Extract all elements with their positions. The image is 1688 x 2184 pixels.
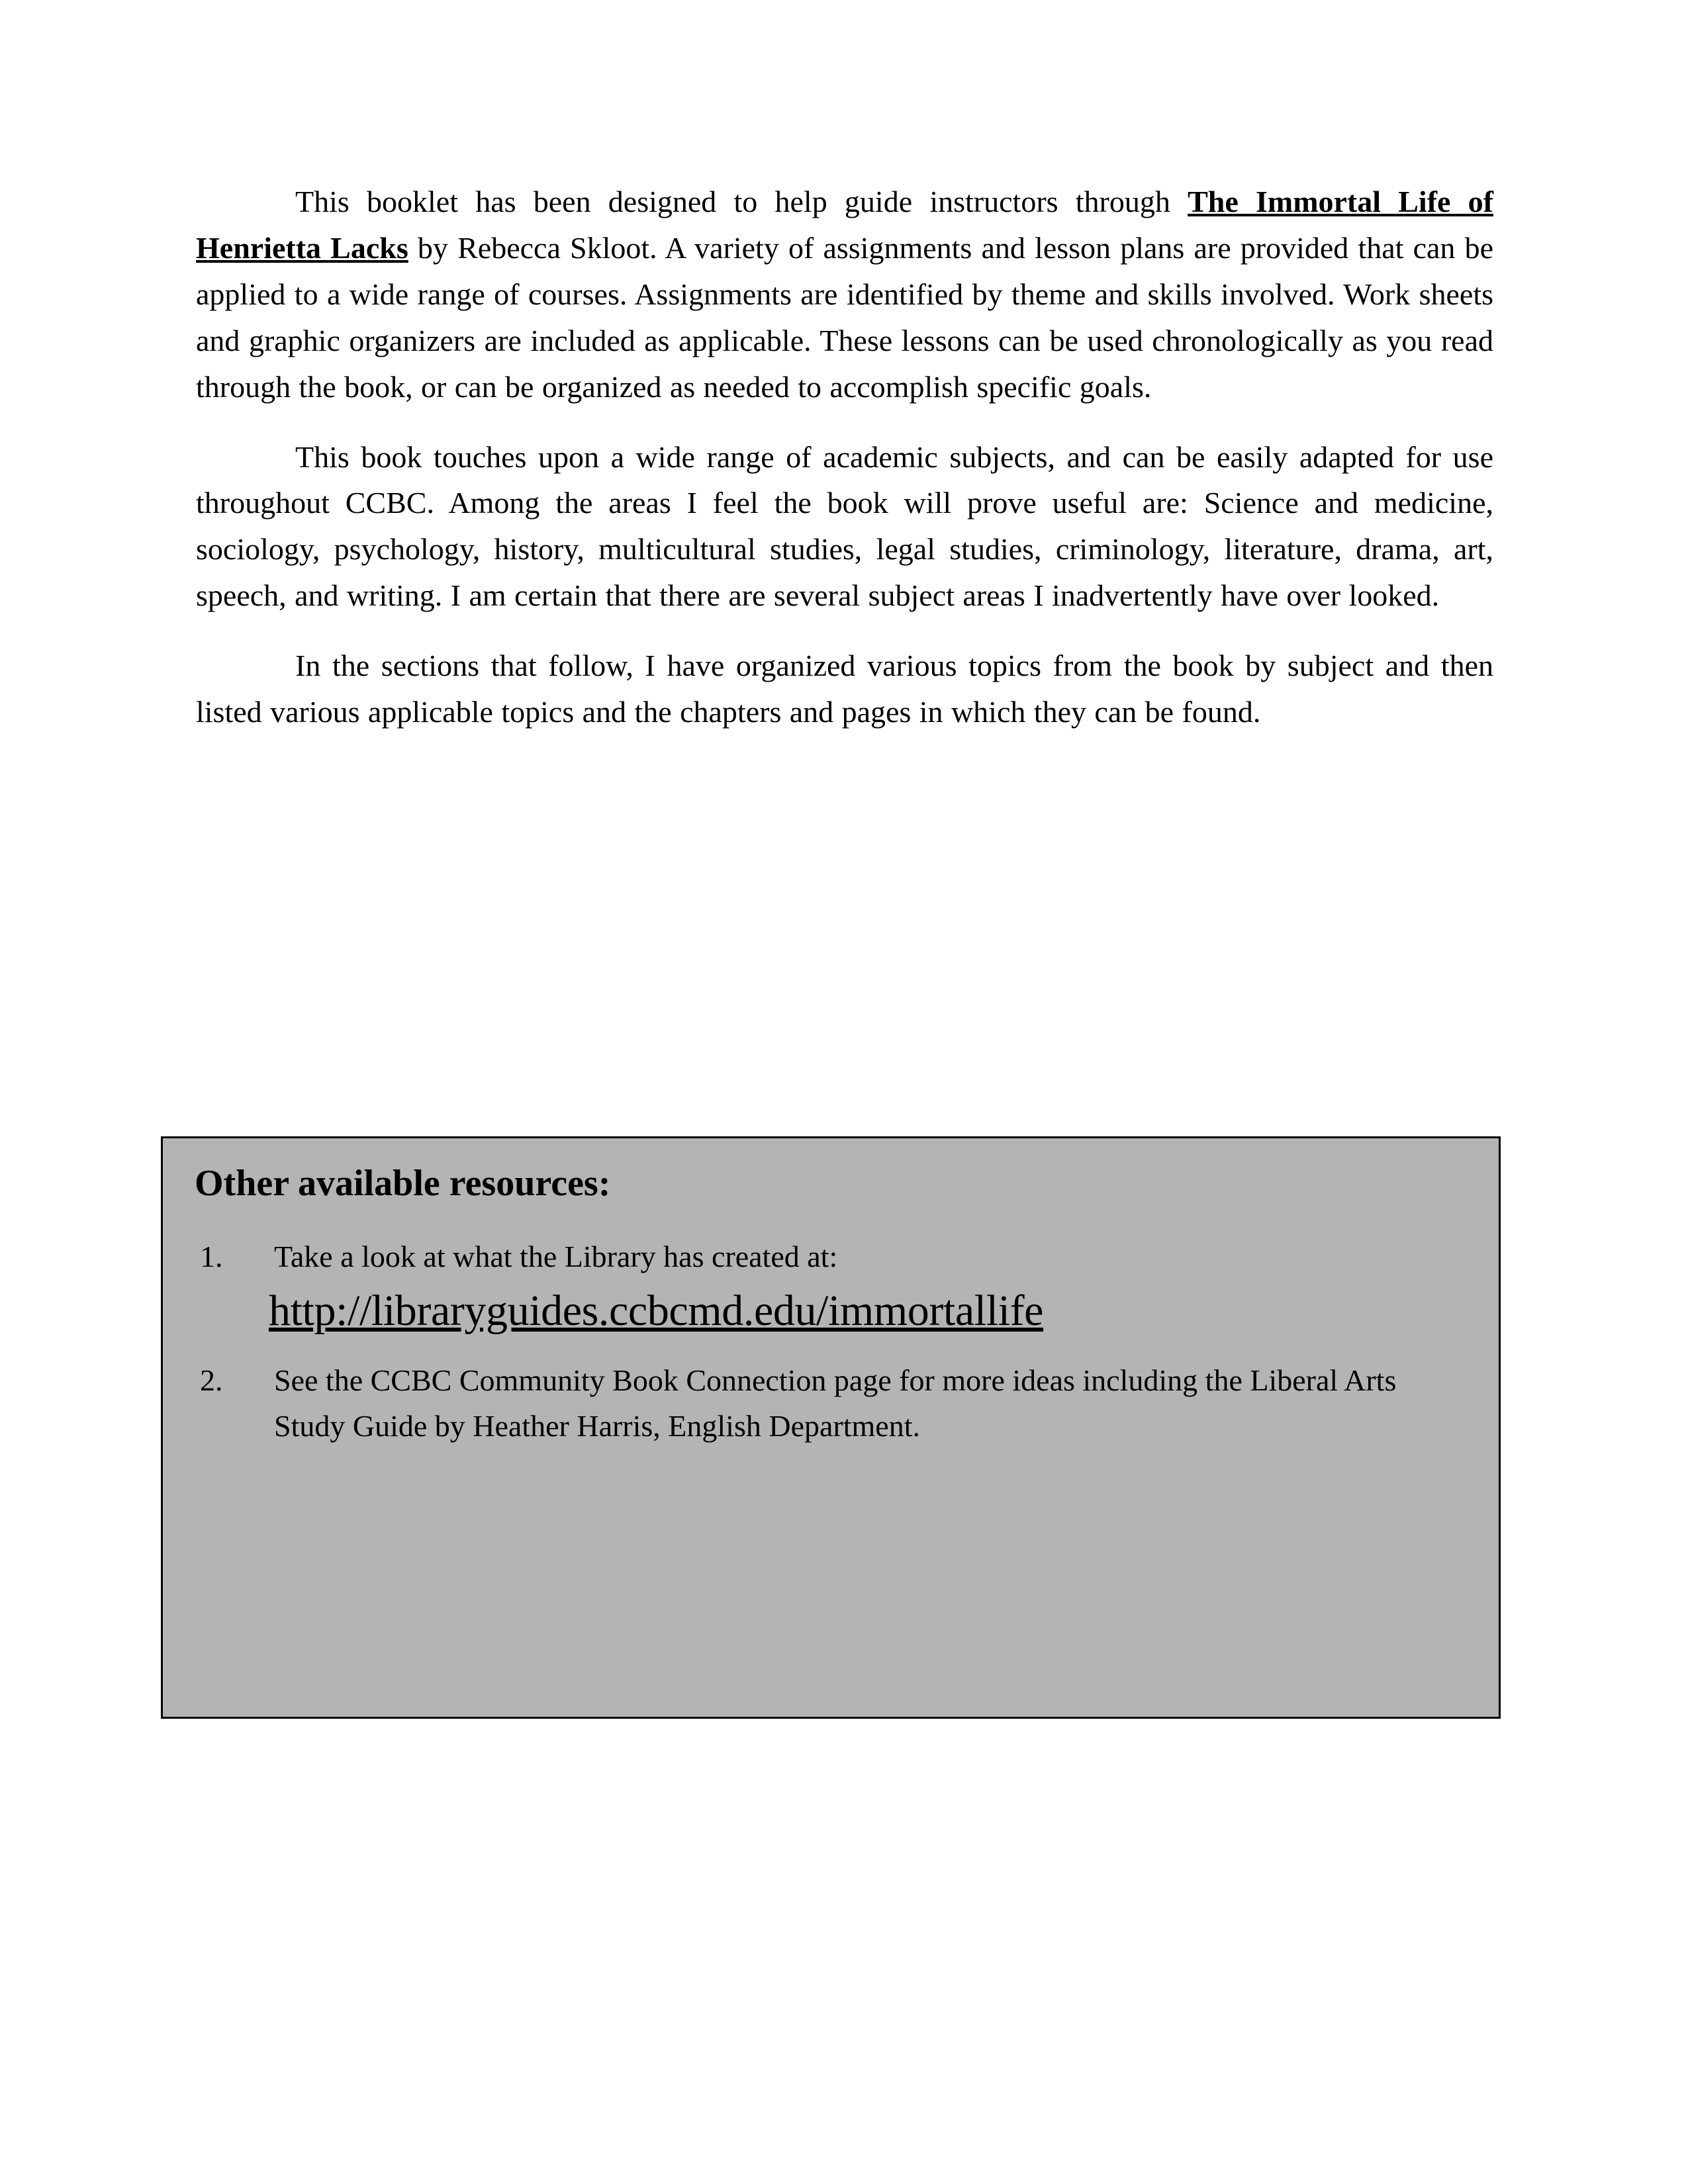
book-title-emphasis: The Immortal Life of Henrietta Lacks [196, 185, 1493, 265]
other-resources-box [161, 1136, 1501, 1719]
other-resources-list [195, 1234, 1468, 1449]
list-item [195, 1357, 1468, 1449]
list-item-text: See the CCBC Community Book Connection page for more ideas including the Liberal Arts Study Guide by Heather Harris, English Department. [274, 1363, 1397, 1443]
list-item [195, 1234, 1468, 1338]
list-item-text: Take a look at what the Library has created at: [274, 1239, 838, 1273]
paragraph-intro-rest: by Rebecca Skloot. A variety of assignments and lesson plans are provided that can be applied to a wide range of courses. Assignments are identified by theme and skills involved. Work sheets and graphic organizers are included as applicable. These lessons can be used chronologically as you read through the book, or can be organized as needed to accomplish specific goals. [196, 230, 1493, 404]
list-item-number: 2. [200, 1363, 223, 1398]
other-resources-title: Other available resources: [195, 1163, 611, 1204]
paragraph-intro-lead: This booklet has been designed to help guide instructors through [295, 185, 1188, 218]
paragraph-organization: In the sections that follow, I have organized various topics from the book by subject and then listed various applicable topics and the chapters and pages in which they can be found. [196, 649, 1493, 729]
document-body [196, 179, 1493, 758]
library-guide-link[interactable]: http://libraryguides.ccbcmd.edu/immortallife [269, 1286, 1044, 1335]
list-item-number: 1. [200, 1239, 223, 1273]
paragraph-intro [196, 179, 1493, 410]
paragraph-subjects: This book touches upon a wide range of academic subjects, and can be easily adapted for use throughout CCBC. Among the areas I feel the book will prove useful are: Science and medicine, sociology, psychology, history, multicultural studies, legal studies, criminology, literature, drama, art, speech, and writing. I am certain that there are several subject areas I inadvertently have over looked. [196, 439, 1493, 613]
other-resources-inner [163, 1138, 1499, 1449]
